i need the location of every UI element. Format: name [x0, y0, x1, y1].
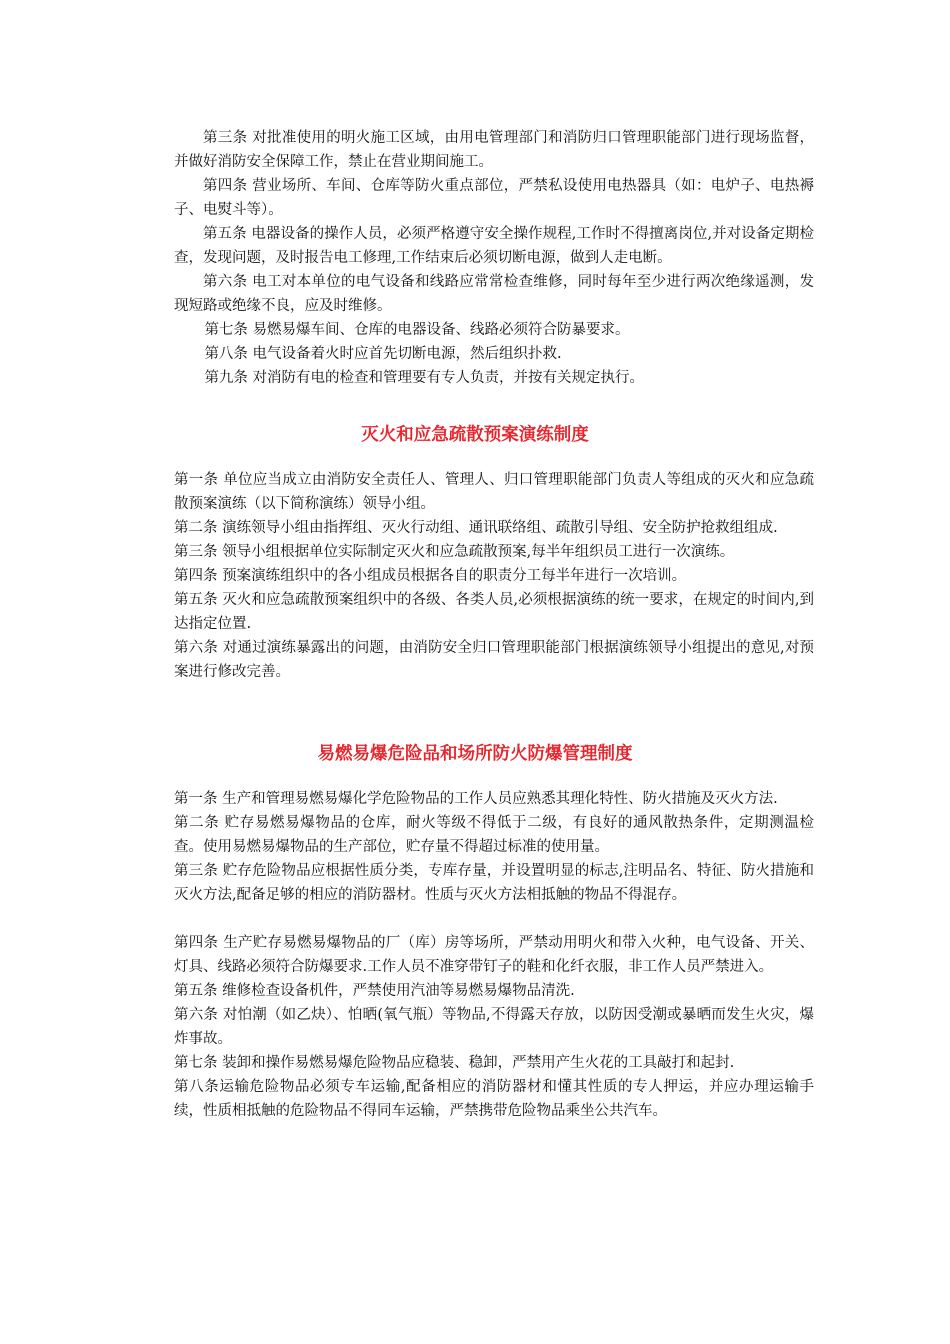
drill-article-6: 第六条 对通过演练暴露出的问题，由消防安全归口管理职能部门根据演练领导小组提出的意见,对预案进行修改完善。 — [174, 640, 814, 680]
article-3: 第三条 对批准使用的明火施工区域，由用电管理部门和消防归口管理职能部门进行现场监督，并做好消防安全保障工作，禁止在营业期间施工。 — [174, 130, 814, 170]
section-title-evacuation-drill: 灭火和应急疏散预案演练制度 — [361, 425, 589, 445]
drill-article-5: 第五条 灭火和应急疏散预案组织中的各级、各类人员,必须根据演练的统一要求，在规定的时间内,到达指定位置. — [174, 592, 814, 632]
paragraph-gap — [174, 907, 814, 931]
hazardous-materials-section — [174, 787, 814, 1123]
article-4: 第四条 营业场所、车间、仓库等防火重点部位，严禁私设使用电热器具（如：电炉子、电热褥子、电熨斗等）。 — [174, 178, 814, 218]
hazmat-article-3: 第三条 贮存危险物品应根据性质分类，专库存量，并设置明显的标志,注明品名、特征、防火措施和灭火方法,配备足够的相应的消防器材。性质与灭火方法相抵触的物品不得混存。 — [174, 863, 814, 903]
article-8: 第八条 电气设备着火时应首先切断电源，然后组织扑救. — [204, 346, 562, 362]
hazmat-article-7: 第七条 装卸和操作易燃易爆危险物品应稳装、稳卸，严禁用产生火花的工具敲打和起封. — [174, 1055, 735, 1071]
electrical-rules-section — [174, 126, 814, 390]
section-title-hazardous-materials: 易燃易爆危险品和场所防火防爆管理制度 — [317, 744, 633, 764]
drill-article-4: 第四条 预案演练组织中的各小组成员根据各自的职责分工每半年进行一次培训。 — [174, 568, 687, 584]
hazmat-article-2: 第二条 贮存易燃易爆物品的仓库，耐火等级不得低于二级，有良好的通风散热条件，定期测温检查。使用易燃易爆物品的生产部位，贮存量不得超过标准的使用量。 — [174, 815, 814, 855]
hazmat-article-8: 第八条运输危险物品必须专车运输,配备相应的消防器材和懂其性质的专人押运，并应办理运输手续，性质相抵触的危险物品不得同车运输，严禁携带危险物品乘坐公共汽车。 — [174, 1079, 814, 1119]
hazmat-article-1: 第一条 生产和管理易燃易爆化学危险物品的工作人员应熟悉其理化特性、防火措施及灭火方法. — [174, 791, 778, 807]
article-6: 第六条 电工对本单位的电气设备和线路应常常检查维修，同时每年至少进行两次绝缘遥测，发现短路或绝缘不良，应及时维修。 — [174, 274, 814, 314]
article-5: 第五条 电器设备的操作人员，必须严格遵守安全操作规程,工作时不得擅离岗位,并对设备定期检查，发现问题，及时报告电工修理,工作结束后必须切断电源，做到人走电断。 — [174, 226, 814, 266]
hazmat-article-6: 第六条 对怕潮（如乙炔）、怕晒(氧气瓶）等物品,不得露天存放，以防因受潮或暴晒而发生火灾，爆炸事故。 — [174, 1007, 814, 1047]
hazmat-article-4: 第四条 生产贮存易燃易爆物品的厂（库）房等场所，严禁动用明火和带入火种，电气设备、开关、灯具、线路必须符合防爆要求.工作人员不准穿带钉子的鞋和化纤衣服，非工作人员严禁进入。 — [174, 935, 814, 975]
evacuation-drill-section — [174, 468, 814, 684]
article-9: 第九条 对消防有电的检查和管理要有专人负责，并按有关规定执行。 — [204, 370, 645, 386]
article-7: 第七条 易燃易爆车间、仓库的电器设备、线路必须符合防暴要求。 — [204, 322, 630, 338]
drill-article-1: 第一条 单位应当成立由消防安全责任人、管理人、归口管理职能部门负责人等组成的灭火和应急疏散预案演练（以下简称演练）领导小组。 — [174, 472, 814, 512]
hazmat-article-5: 第五条 维修检查设备机件，严禁使用汽油等易燃易爆物品清洗. — [174, 983, 575, 999]
drill-article-3: 第三条 领导小组根据单位实际制定灭火和应急疏散预案,每半年组织员工进行一次演练。 — [174, 544, 735, 560]
drill-article-2: 第二条 演练领导小组由指挥组、灭火行动组、通讯联络组、疏散引导组、安全防护抢救组组成. — [174, 520, 778, 536]
